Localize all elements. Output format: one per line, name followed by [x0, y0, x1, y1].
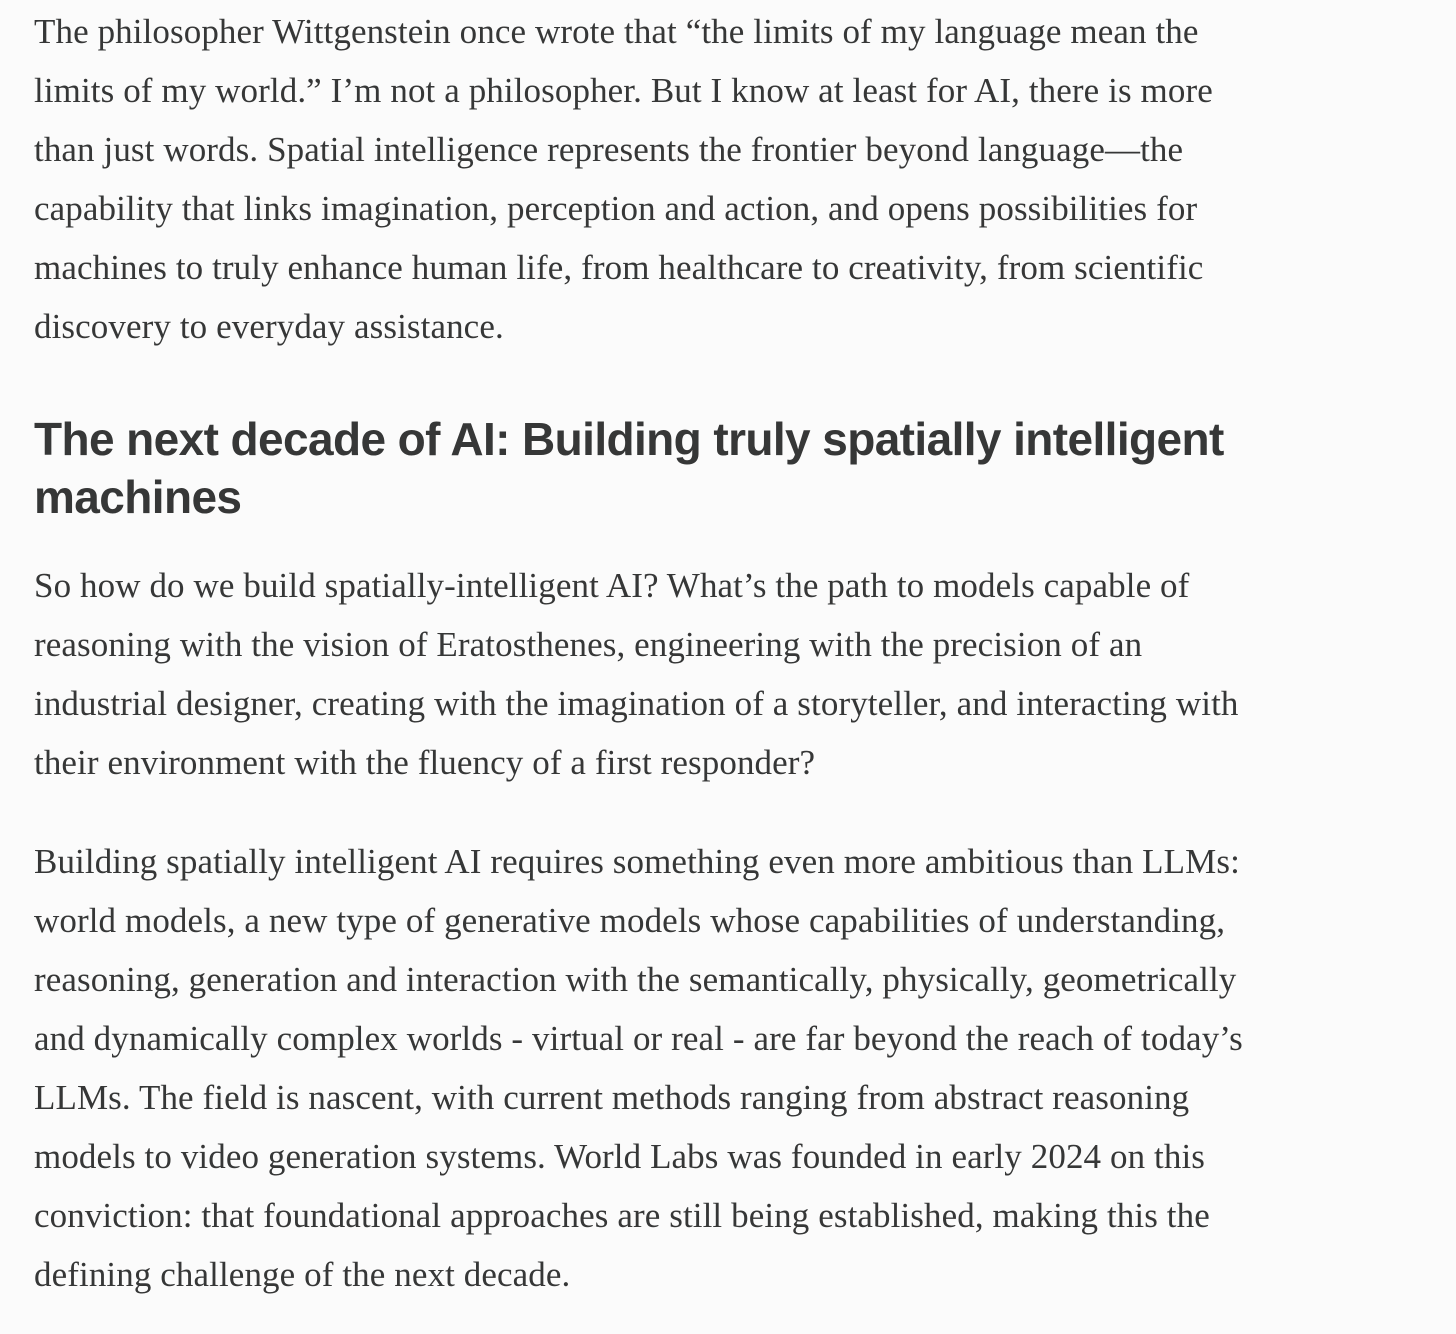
paragraph-line: industrial designer, creating with the imagination of a storyteller, and interacting with	[34, 684, 1239, 723]
paragraph-line: and dynamically complex worlds - virtual or real - are far beyond the reach of today’s	[34, 1019, 1243, 1058]
heading-line: machines	[34, 471, 242, 523]
paragraph-wittgenstein	[34, 2, 1442, 356]
paragraph-line: than just words. Spatial intelligence represents the frontier beyond language—the	[34, 130, 1184, 169]
paragraph-line: capability that links imagination, perception and action, and opens possibilities for	[34, 189, 1198, 228]
paragraph-line: reasoning, generation and interaction with the semantically, physically, geometrically	[34, 960, 1237, 999]
paragraph-line: reasoning with the vision of Eratosthenes, engineering with the precision of an	[34, 625, 1143, 664]
paragraph-line: discovery to everyday assistance.	[34, 307, 504, 346]
section-heading	[34, 410, 1434, 526]
paragraph-line: models to video generation systems. World Labs was founded in early 2024 on this	[34, 1137, 1206, 1176]
paragraph-line: Building spatially intelligent AI requires something even more ambitious than LLMs:	[34, 842, 1240, 881]
paragraph-line: world models, a new type of generative models whose capabilities of understanding,	[34, 901, 1226, 940]
paragraph-line: conviction: that foundational approaches are still being established, making this the	[34, 1196, 1210, 1235]
paragraph-line: So how do we build spatially-intelligent AI? What’s the path to models capable of	[34, 566, 1190, 605]
paragraph-world-models	[34, 832, 1442, 1304]
paragraph-line: The philosopher Wittgenstein once wrote that “the limits of my language mean the	[34, 12, 1199, 51]
heading-line: The next decade of AI: Building truly spatially intelligent	[34, 413, 1224, 465]
paragraph-line: limits of my world.” I’m not a philosopher. But I know at least for AI, there is more	[34, 71, 1213, 110]
paragraph-line: machines to truly enhance human life, from healthcare to creativity, from scientific	[34, 248, 1204, 287]
paragraph-line: defining challenge of the next decade.	[34, 1255, 571, 1294]
paragraph-line: their environment with the fluency of a first responder?	[34, 743, 816, 782]
paragraph-line: LLMs. The field is nascent, with current methods ranging from abstract reasoning	[34, 1078, 1190, 1117]
paragraph-how-to-build	[34, 556, 1442, 792]
